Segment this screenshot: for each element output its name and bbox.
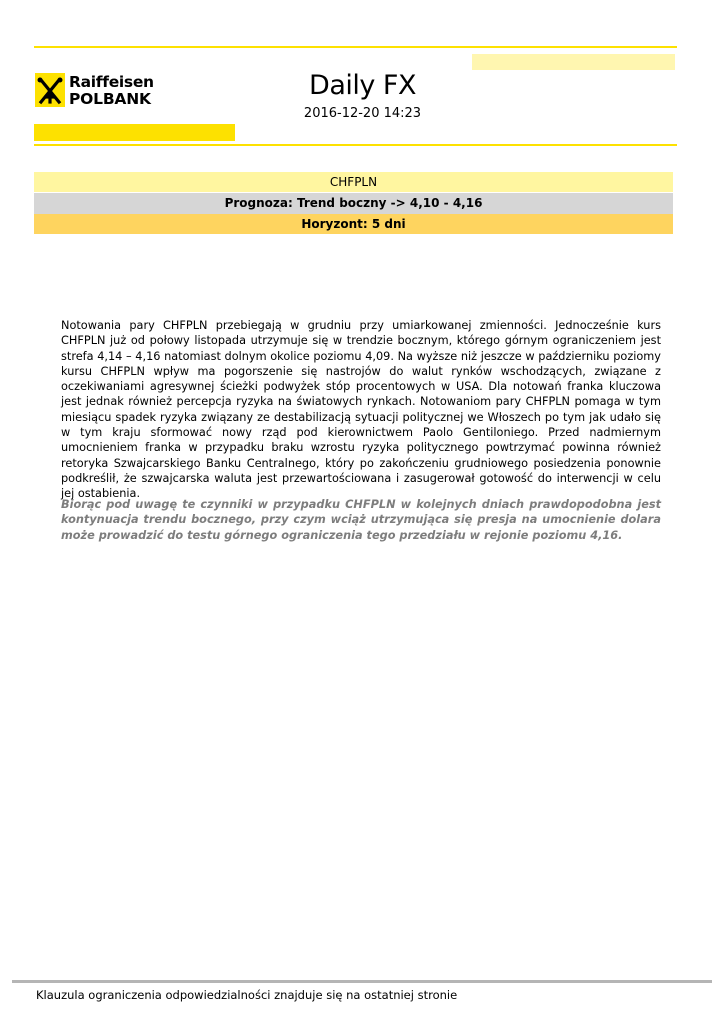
document-title: Daily FX: [309, 70, 416, 101]
gable-cross-icon: [35, 73, 65, 107]
logo-text-raiffeisen: Raiffeisen: [69, 73, 154, 91]
header-left-bar: [34, 124, 235, 141]
header-accent-bar: [472, 54, 675, 70]
footer-rule: [12, 980, 712, 983]
horizon-band: Horyzont: 5 dni: [34, 214, 673, 234]
analysis-paragraph: Notowania pary CHFPLN przebiegają w grudniu przy umiarkowanej zmienności. Jednocześnie kurs CHFPLN już od połowy listopada utrzymuje się w trendzie bocznym, którego górnym ograniczeniem jest strefa 4,14 – 4,16 natomiast dolnym okolice poziomu 4,09. Na wyższe niż jeszcze w październiku poziomy kursu CHFPLN wpływ ma pogorszenie się nastrojów do walut rynków wschodzących, związane z oczekiwaniami agresywnej ścieżki podwyżek stóp procentowych w USA. Dla notowań franka kluczowa jest jednak również percepcja ryzyka na światowych rynkach. Notowaniom pary CHFPLN pomaga w tym miesiącu spadek ryzyka związany ze destabilizacją sytuacji politycznej we Włoszech po tym jak udało się w tym kraju sformować nowy rząd pod kierownictwem Paolo Gentiloniego. Przed nadmiernym umocnieniem franka w przypadku braku wzrostu ryzyka politycznego powtrzymać powinna również retoryka Szwajcarskiego Banku Centralnego, który po zakończeniu grudniowego posiedzenia ponownie podkreślił, że szwajcarska waluta jest przewartościowana i zasugerował gotowość do interwencji w celu jej ostabienia.: [61, 319, 661, 501]
footer-disclaimer: Klauzula ograniczenia odpowiedzialności znajduje się na ostatniej stronie: [36, 988, 458, 1002]
currency-pair-band: CHFPLN: [34, 172, 673, 192]
header-top-rule: [34, 46, 677, 48]
conclusion-paragraph: Biorąc pod uwagę te czynniki w przypadku CHFPLN w kolejnych dniach prawdopodobna jest kontynuacja trendu bocznego, przy czym wciąż utrzymująca się presja na umocnienie dolara może prowadzić do testu górnego ograniczenia tego przedziału w rejonie poziomu 4,16.: [61, 498, 661, 542]
forecast-band: Prognoza: Trend boczny -> 4,10 - 4,16: [34, 193, 673, 214]
logo-text-polbank: POLBANK: [69, 90, 151, 108]
header-bottom-rule: [34, 144, 677, 146]
raiffeisen-polbank-logo: [35, 73, 160, 111]
document-date: 2016-12-20 14:23: [303, 106, 422, 121]
